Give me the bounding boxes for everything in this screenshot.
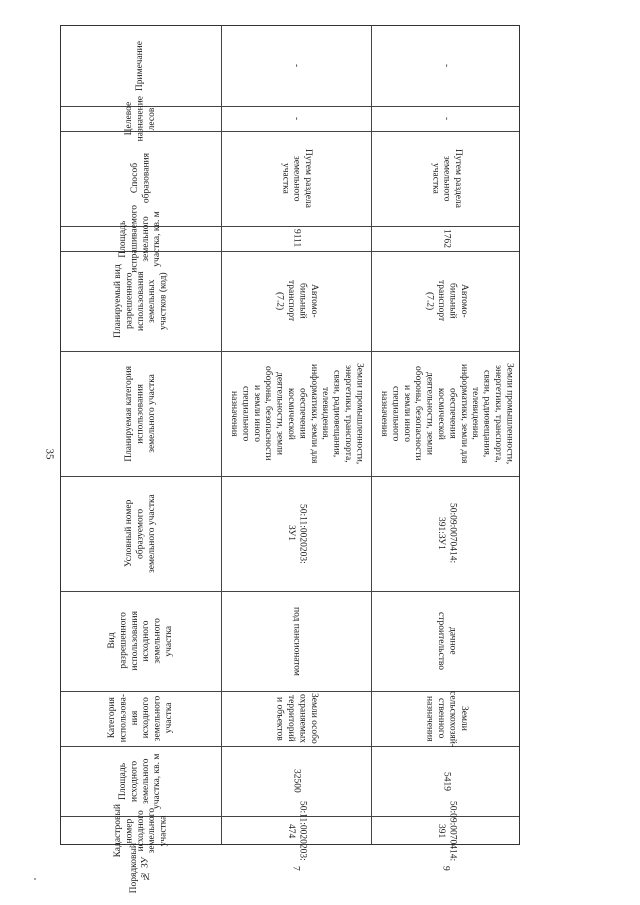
header-source-area: Площадь исходного земельного участка, кв. м: [118, 753, 163, 809]
header-requested-area: Площадь испрашиваемого земельного участка, кв. м: [118, 204, 163, 273]
row1-order: 7: [290, 865, 301, 871]
header-planned-category: Планируемая категория использования земельного участка: [123, 365, 157, 462]
row1-requested-area: 9111: [291, 229, 302, 248]
page-number: 35: [43, 448, 56, 460]
row2-forest-purpose: -: [441, 116, 452, 121]
row1-source-permitted-use: под пансионатом: [291, 606, 302, 676]
row1-cadastral: 50:11:0020203: 474: [286, 801, 308, 861]
row1-conditional-number: 50:11:0020203: ЗУ1: [286, 503, 308, 564]
header-planned-permitted-use: Планируемый вид разрешенного использования земельных участков (код): [112, 264, 169, 338]
land-plots-table: [60, 25, 520, 862]
row2-conditional-number: 50:09:0070414: 391:ЗУ1: [436, 503, 458, 564]
row2-source-category: Земли сельскохозяй- ственного назначения: [424, 690, 469, 747]
row2-source-area: 5419: [441, 771, 452, 791]
header-source-category: Категория использова- ния исходного земельного участка: [106, 694, 174, 743]
header-formation-method: Способ образования: [129, 153, 151, 204]
header-cadastral: Кадастровый номер исходного земельного участка: [112, 804, 169, 858]
row1-note: -: [291, 64, 302, 68]
row2-planned-permitted-use: Автомо- бильный транспорт (7.2): [424, 280, 469, 322]
row1-source-category: Земли особо охраняемых территорий и объектов: [274, 693, 319, 744]
header-source-permitted-use: Вид разрешенного использования исходного земельного участка: [106, 611, 174, 671]
row1-planned-permitted-use: Автомо- бильный транспорт (7.2): [274, 280, 319, 322]
row2-order: 9: [440, 865, 451, 871]
row1-planned-category: Земли промышленности, энергетики, транспорта, связи, радиовещания, телевидения, информатики, земли для обеспечения космической деятельности, земли обороны, безопасности и земли иного специального назначения: [229, 362, 365, 465]
row2-cadastral: 50:09:0070414: 391: [436, 800, 458, 862]
row2-formation-method: Путем раздела земельного участка: [430, 149, 464, 208]
row2-requested-area: 1762: [441, 229, 452, 248]
row2-note: -: [441, 64, 452, 68]
header-forest-purpose: Целевое назначение лесов: [123, 95, 157, 142]
header-order: Порядковый № ЗУ: [128, 842, 150, 894]
header-note: Примечание: [135, 40, 146, 92]
row1-forest-purpose: -: [291, 116, 302, 121]
row2-planned-category: Земли промышленности, энергетики, транспорта, связи, радиовещания, телевидения, информатики, земли для обеспечения космической деятельности, земли обороны, безопасности и земли иного специального назначения: [379, 362, 515, 465]
row1-source-area: 32500: [291, 769, 302, 793]
scan-speck: [34, 878, 36, 880]
header-conditional-number: Условный номер образуемого земельного участка: [123, 494, 157, 573]
row2-source-permitted-use: дачное строительство: [436, 611, 458, 671]
row1-formation-method: Путем раздела земельного участка: [280, 149, 314, 208]
